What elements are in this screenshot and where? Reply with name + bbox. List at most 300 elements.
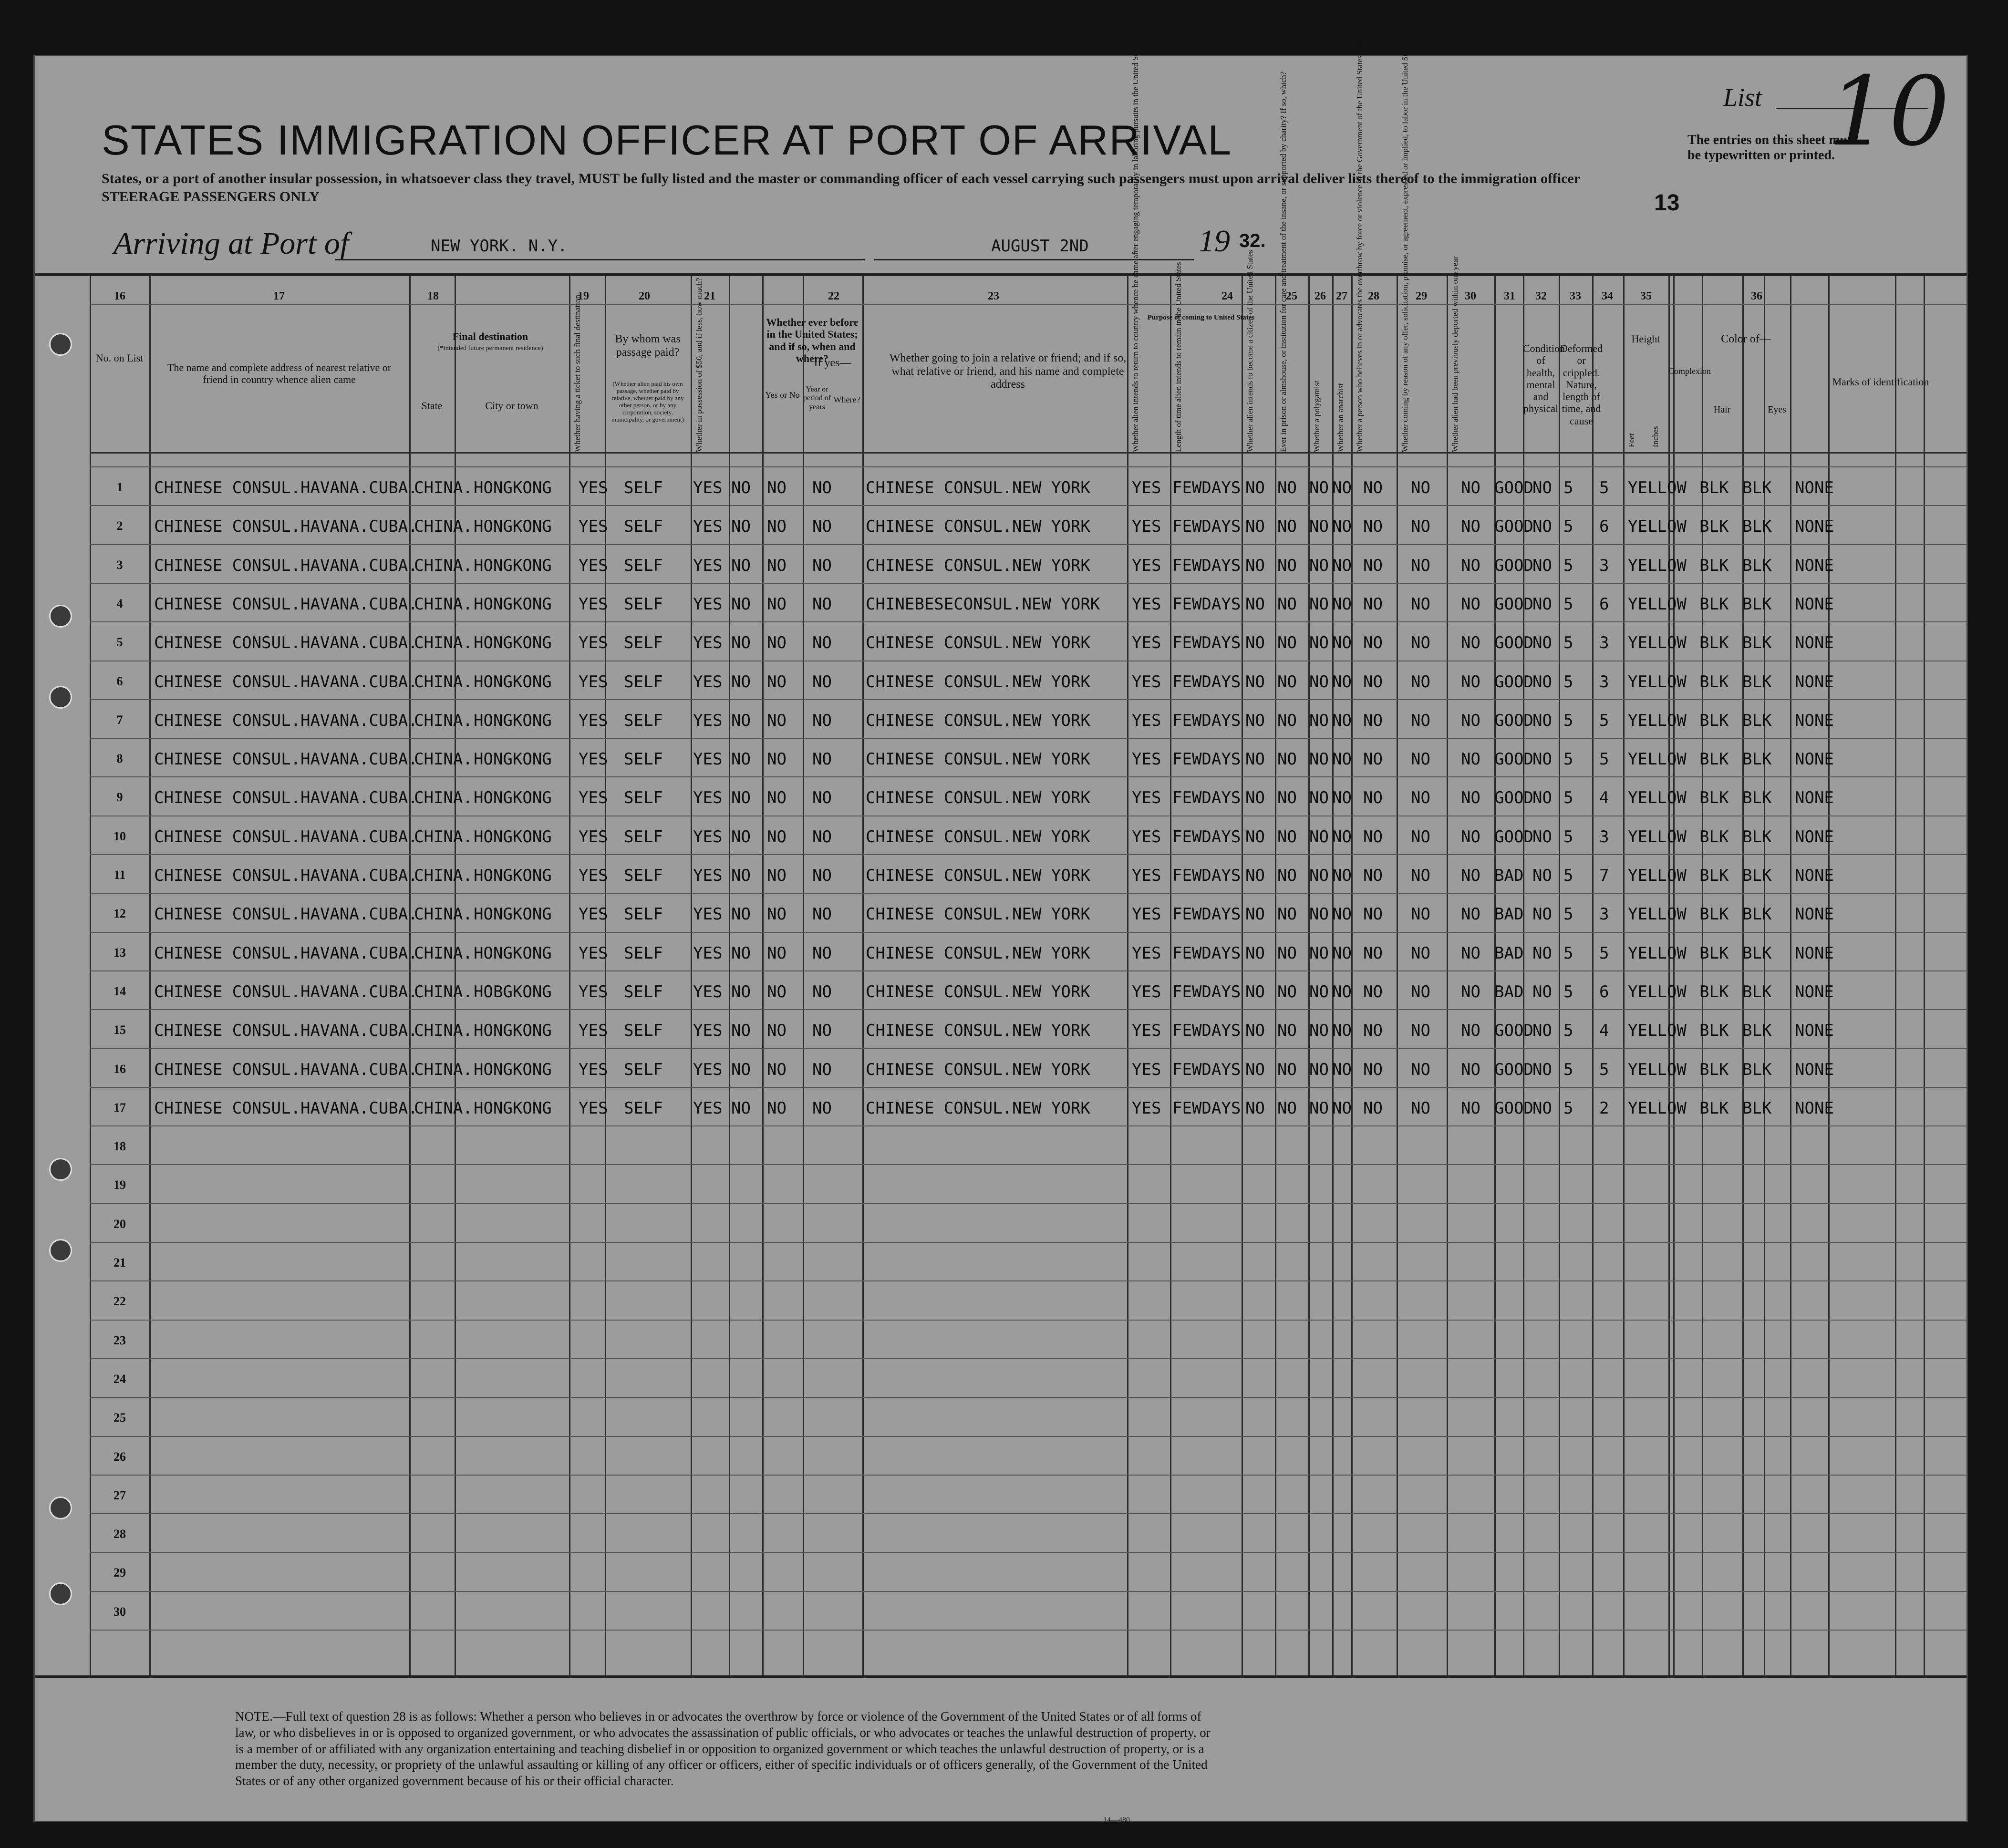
- cell-p1: YES: [1132, 827, 1161, 847]
- cell-anarch: NO: [1332, 788, 1352, 807]
- column-rule: [90, 276, 91, 1675]
- vheader-purpose-citizen: Whether alien intends to become a citizen of the United States: [1245, 250, 1254, 452]
- cell-polyg: NO: [1309, 982, 1329, 1001]
- cell-p1: YES: [1132, 1099, 1161, 1118]
- cell-deported: NO: [1461, 711, 1480, 730]
- cell-state: CHINA.: [414, 711, 473, 730]
- header-rule-bottom: [90, 452, 1967, 454]
- cell-marks: NONE: [1795, 672, 1834, 692]
- cell-state: CHINA.: [414, 905, 473, 924]
- cell-polyg: NO: [1309, 1021, 1329, 1040]
- column-number: 19: [578, 290, 589, 302]
- row-number: 2: [116, 519, 123, 533]
- cell-polyg: NO: [1309, 866, 1329, 885]
- cell-money: YES: [693, 750, 723, 769]
- cell-deported: NO: [1461, 750, 1480, 769]
- cell-eyes: BLK: [1742, 672, 1772, 692]
- cell-state: CHINA.: [414, 556, 473, 575]
- cell-years: NO: [767, 982, 787, 1001]
- cell-before: NO: [731, 866, 751, 885]
- cell-where: NO: [812, 750, 832, 769]
- cell-inches: 7: [1599, 866, 1609, 885]
- row-number: 12: [114, 907, 126, 920]
- cell-eyes: BLK: [1742, 827, 1772, 847]
- column-rule: [1895, 276, 1896, 1675]
- cell-complexion: YELLOW: [1628, 1099, 1687, 1118]
- column-number: 16: [114, 290, 125, 302]
- cell-city: HONGKONG: [474, 1099, 552, 1118]
- cell-before: NO: [731, 944, 751, 963]
- cell-overthrow: NO: [1363, 1099, 1383, 1118]
- row-number: 24: [114, 1372, 126, 1386]
- cell-ticket: YES: [579, 982, 608, 1001]
- cell-complexion: YELLOW: [1628, 633, 1687, 652]
- cell-deformed: NO: [1532, 1021, 1552, 1040]
- column-number: 20: [639, 290, 650, 302]
- cell-polyg: NO: [1309, 517, 1329, 536]
- cell-paid: SELF: [624, 1060, 663, 1079]
- row-number: 3: [116, 558, 123, 572]
- row-number: 10: [114, 829, 126, 843]
- cell-health: GOOD: [1494, 672, 1533, 692]
- cell-hair: BLK: [1699, 711, 1729, 730]
- column-rule: [1790, 276, 1791, 1675]
- cell-before: NO: [731, 556, 751, 575]
- cell-years: NO: [767, 827, 787, 847]
- column-rule: [862, 276, 864, 1675]
- cell-relative: CHINESE CONSUL.HAVANA.CUBA.: [154, 788, 418, 807]
- row-rule: [90, 970, 1967, 971]
- cell-money: YES: [693, 556, 723, 575]
- cell-relative: CHINESE CONSUL.HAVANA.CUBA.: [154, 905, 418, 924]
- cell-feet: 5: [1563, 633, 1573, 652]
- cell-before: NO: [731, 478, 751, 497]
- column-number: 25: [1286, 290, 1297, 302]
- cell-feet: 5: [1563, 866, 1573, 885]
- row-number: 29: [114, 1566, 126, 1580]
- cell-feet: 5: [1563, 1060, 1573, 1079]
- cell-health: GOOD: [1494, 517, 1533, 536]
- cell-health: GOOD: [1494, 556, 1533, 575]
- cell-where: NO: [812, 866, 832, 885]
- steerage-label: STEERAGE PASSENGERS ONLY: [102, 189, 320, 205]
- column-number: 34: [1602, 290, 1613, 302]
- cell-p2: FEWDAYS: [1172, 1099, 1241, 1118]
- cell-anarch: NO: [1332, 711, 1352, 730]
- cell-eyes: BLK: [1742, 556, 1772, 575]
- cell-overthrow: NO: [1363, 711, 1383, 730]
- header-no-on-list: No. on List: [95, 352, 144, 364]
- cell-feet: 5: [1563, 672, 1573, 692]
- cell-labor: NO: [1411, 595, 1430, 614]
- row-rule: [90, 1048, 1967, 1049]
- year-prefix: 19: [1199, 224, 1230, 258]
- cell-marks: NONE: [1795, 750, 1834, 769]
- cell-health: GOOD: [1494, 595, 1533, 614]
- cell-eyes: BLK: [1742, 750, 1772, 769]
- cell-paid: SELF: [624, 827, 663, 847]
- form-title: STATES IMMIGRATION OFFICER AT PORT OF ARRIVAL: [102, 116, 1232, 164]
- list-number: 10: [1828, 56, 1950, 167]
- cell-p1: YES: [1132, 517, 1161, 536]
- cell-hair: BLK: [1699, 1099, 1729, 1118]
- cell-paid: SELF: [624, 905, 663, 924]
- cell-prison: NO: [1277, 478, 1297, 497]
- row-number: 25: [114, 1411, 126, 1425]
- cell-complexion: YELLOW: [1628, 827, 1687, 847]
- binder-hole: [49, 1158, 72, 1181]
- cell-p3: NO: [1245, 711, 1265, 730]
- row-rule: [90, 1125, 1967, 1126]
- row-number: 20: [114, 1217, 126, 1231]
- column-rule: [1170, 276, 1171, 1675]
- cell-years: NO: [767, 750, 787, 769]
- cell-hair: BLK: [1699, 633, 1729, 652]
- row-rule: [90, 1358, 1967, 1359]
- cell-p2: FEWDAYS: [1172, 827, 1241, 847]
- cell-prison: NO: [1277, 944, 1297, 963]
- row-number: 1: [116, 480, 123, 494]
- cell-feet: 5: [1563, 556, 1573, 575]
- cell-marks: NONE: [1795, 788, 1834, 807]
- cell-state: CHINA.: [414, 982, 473, 1001]
- cell-complexion: YELLOW: [1628, 595, 1687, 614]
- cell-p3: NO: [1245, 595, 1265, 614]
- cell-where: NO: [812, 827, 832, 847]
- cell-ticket: YES: [579, 672, 608, 692]
- cell-money: YES: [693, 1021, 723, 1040]
- cell-state: CHINA.: [414, 1021, 473, 1040]
- cell-inches: 2: [1599, 1099, 1609, 1118]
- cell-prison: NO: [1277, 1060, 1297, 1079]
- cell-state: CHINA.: [414, 517, 473, 536]
- column-rule: [729, 276, 730, 1675]
- cell-hair: BLK: [1699, 905, 1729, 924]
- cell-years: NO: [767, 478, 787, 497]
- header-yes-no: Yes or No: [765, 390, 800, 400]
- cell-where: NO: [812, 556, 832, 575]
- cell-health: GOOD: [1494, 633, 1533, 652]
- header-year-period: Year or period of years: [803, 385, 831, 411]
- cell-deformed: NO: [1532, 866, 1552, 885]
- cell-years: NO: [767, 788, 787, 807]
- cell-joining: CHINESE CONSUL.NEW YORK: [866, 827, 1090, 847]
- cell-prison: NO: [1277, 711, 1297, 730]
- row-number: 5: [116, 635, 123, 649]
- cell-relative: CHINESE CONSUL.HAVANA.CUBA.: [154, 556, 418, 575]
- column-rule: [1924, 276, 1925, 1675]
- vheader-ticket: Whether having a ticket to such final destination: [573, 295, 582, 452]
- cell-joining: CHINESE CONSUL.NEW YORK: [866, 1099, 1090, 1118]
- cell-city: HONGKONG: [474, 1021, 552, 1040]
- cell-state: CHINA.: [414, 672, 473, 692]
- cell-deformed: NO: [1532, 711, 1552, 730]
- cell-p1: YES: [1132, 478, 1161, 497]
- cell-hair: BLK: [1699, 672, 1729, 692]
- cell-labor: NO: [1411, 517, 1430, 536]
- vheader-anarchist: Whether an anarchist: [1336, 383, 1345, 452]
- row-rule: [90, 1475, 1967, 1476]
- port-underline: [335, 259, 865, 260]
- cell-labor: NO: [1411, 905, 1430, 924]
- cell-polyg: NO: [1309, 478, 1329, 497]
- header-condition: Condition of health, mental and physical: [1523, 342, 1565, 415]
- cell-where: NO: [812, 711, 832, 730]
- row-rule: [90, 1513, 1967, 1514]
- cell-before: NO: [731, 595, 751, 614]
- cell-hair: BLK: [1699, 1021, 1729, 1040]
- cell-marks: NONE: [1795, 711, 1834, 730]
- cell-inches: 6: [1599, 517, 1609, 536]
- cell-overthrow: NO: [1363, 556, 1383, 575]
- row-rule: [90, 854, 1967, 855]
- cell-where: NO: [812, 478, 832, 497]
- cell-before: NO: [731, 1060, 751, 1079]
- cell-deported: NO: [1461, 633, 1480, 652]
- cell-paid: SELF: [624, 672, 663, 692]
- cell-joining: CHINESE CONSUL.NEW YORK: [866, 517, 1090, 536]
- binder-hole: [49, 686, 72, 709]
- cell-paid: SELF: [624, 595, 663, 614]
- cell-feet: 5: [1563, 711, 1573, 730]
- column-rule: [1559, 276, 1560, 1675]
- cell-deported: NO: [1461, 982, 1480, 1001]
- cell-complexion: YELLOW: [1628, 944, 1687, 963]
- cell-anarch: NO: [1332, 1099, 1352, 1118]
- cell-polyg: NO: [1309, 672, 1329, 692]
- cell-city: HONGKONG: [474, 866, 552, 885]
- cell-complexion: YELLOW: [1628, 478, 1687, 497]
- cell-prison: NO: [1277, 1099, 1297, 1118]
- column-rule: [1275, 276, 1276, 1675]
- row-number: 18: [114, 1139, 126, 1153]
- cell-where: NO: [812, 944, 832, 963]
- cell-hair: BLK: [1699, 788, 1729, 807]
- cell-eyes: BLK: [1742, 633, 1772, 652]
- cell-overthrow: NO: [1363, 827, 1383, 847]
- cell-hair: BLK: [1699, 1060, 1729, 1079]
- cell-marks: NONE: [1795, 517, 1834, 536]
- cell-joining: CHINESE CONSUL.NEW YORK: [866, 750, 1090, 769]
- cell-p2: FEWDAYS: [1172, 517, 1241, 536]
- cell-deported: NO: [1461, 1021, 1480, 1040]
- cell-years: NO: [767, 866, 787, 885]
- column-number: 21: [704, 290, 715, 302]
- column-number: 35: [1640, 290, 1652, 302]
- cell-p2: FEWDAYS: [1172, 982, 1241, 1001]
- vheader-inches: Inches: [1651, 426, 1660, 447]
- form-number: 14—480: [1103, 1816, 1130, 1824]
- cell-feet: 5: [1563, 750, 1573, 769]
- year-suffix: 32.: [1239, 230, 1266, 251]
- cell-before: NO: [731, 1021, 751, 1040]
- cell-health: BAD: [1494, 944, 1524, 963]
- column-rule: [1592, 276, 1594, 1675]
- cell-anarch: NO: [1332, 595, 1352, 614]
- cell-p3: NO: [1245, 982, 1265, 1001]
- cell-p3: NO: [1245, 905, 1265, 924]
- cell-deported: NO: [1461, 556, 1480, 575]
- row-number: 8: [116, 752, 123, 765]
- row-number: 17: [114, 1101, 126, 1115]
- cell-money: YES: [693, 711, 723, 730]
- header-joining: Whether going to join a relative or friend; and if so, what relative or friend, and his name and complete address: [889, 352, 1127, 391]
- vheader-money: Whether in possession of $50, and if less, how much?: [694, 278, 704, 452]
- cell-p3: NO: [1245, 866, 1265, 885]
- column-number: 26: [1315, 290, 1326, 302]
- row-rule: [90, 738, 1967, 739]
- cell-ticket: YES: [579, 827, 608, 847]
- cell-deformed: NO: [1532, 672, 1552, 692]
- cell-marks: NONE: [1795, 556, 1834, 575]
- header-deformed: Deformed or crippled. Nature, length of time, and cause: [1560, 342, 1603, 427]
- column-number: 33: [1570, 290, 1581, 302]
- cell-hair: BLK: [1699, 517, 1729, 536]
- cell-anarch: NO: [1332, 982, 1352, 1001]
- cell-money: YES: [693, 595, 723, 614]
- cell-city: HONGKONG: [474, 944, 552, 963]
- cell-deported: NO: [1461, 672, 1480, 692]
- cell-p3: NO: [1245, 1021, 1265, 1040]
- cell-relative: CHINESE CONSUL.HAVANA.CUBA.: [154, 478, 418, 497]
- cell-feet: 5: [1563, 1099, 1573, 1118]
- cell-anarch: NO: [1332, 517, 1352, 536]
- cell-city: HONGKONG: [474, 1060, 552, 1079]
- vheader-labor: Whether coming by reason of any offer, solicitation, promise, or agreement, expressed or implied, to labor in the United States: [1400, 41, 1409, 452]
- column-number: 24: [1221, 290, 1233, 302]
- cell-overthrow: NO: [1363, 517, 1383, 536]
- cell-overthrow: NO: [1363, 866, 1383, 885]
- cell-relative: CHINESE CONSUL.HAVANA.CUBA.: [154, 750, 418, 769]
- row-number: 4: [116, 597, 123, 610]
- typewritten-note-2: be typewritten or printed.: [1687, 148, 1835, 163]
- cell-where: NO: [812, 633, 832, 652]
- column-rule: [569, 276, 570, 1675]
- cell-deformed: NO: [1532, 1099, 1552, 1118]
- cell-city: HONGKONG: [474, 750, 552, 769]
- cell-paid: SELF: [624, 1021, 663, 1040]
- cell-relative: CHINESE CONSUL.HAVANA.CUBA.: [154, 982, 418, 1001]
- cell-anarch: NO: [1332, 1060, 1352, 1079]
- cell-money: YES: [693, 517, 723, 536]
- row-rule: [90, 1397, 1967, 1398]
- cell-city: HONGKONG: [474, 595, 552, 614]
- cell-complexion: YELLOW: [1628, 711, 1687, 730]
- cell-paid: SELF: [624, 478, 663, 497]
- cell-paid: SELF: [624, 556, 663, 575]
- column-number: 22: [828, 290, 839, 302]
- column-rule: [1397, 276, 1398, 1675]
- cell-anarch: NO: [1332, 1021, 1352, 1040]
- row-number: 11: [114, 868, 126, 882]
- cell-complexion: YELLOW: [1628, 556, 1687, 575]
- cell-before: NO: [731, 672, 751, 692]
- cell-p1: YES: [1132, 633, 1161, 652]
- cell-health: GOOD: [1494, 711, 1533, 730]
- column-rule: [803, 276, 804, 1675]
- cell-ticket: YES: [579, 478, 608, 497]
- cell-marks: NONE: [1795, 1099, 1834, 1118]
- cell-paid: SELF: [624, 517, 663, 536]
- cell-money: YES: [693, 866, 723, 885]
- column-number: 28: [1368, 290, 1379, 302]
- cell-where: NO: [812, 517, 832, 536]
- row-number: 9: [116, 790, 123, 804]
- vheader-polygamist: Whether a polygamist: [1312, 380, 1321, 452]
- cell-overthrow: NO: [1363, 1021, 1383, 1040]
- cell-health: GOOD: [1494, 827, 1533, 847]
- cell-eyes: BLK: [1742, 905, 1772, 924]
- cell-labor: NO: [1411, 944, 1430, 963]
- cell-inches: 3: [1599, 633, 1609, 652]
- cell-before: NO: [731, 827, 751, 847]
- cell-deported: NO: [1461, 517, 1480, 536]
- cell-p2: FEWDAYS: [1172, 866, 1241, 885]
- row-rule: [90, 1591, 1967, 1592]
- cell-deported: NO: [1461, 595, 1480, 614]
- cell-deformed: NO: [1532, 595, 1552, 614]
- cell-money: YES: [693, 944, 723, 963]
- cell-state: CHINA.: [414, 750, 473, 769]
- cell-marks: NONE: [1795, 478, 1834, 497]
- cell-hair: BLK: [1699, 478, 1729, 497]
- header-nearest-relative: The name and complete address of nearest relative or friend in country whence alien came: [167, 361, 392, 386]
- cell-ticket: YES: [579, 1060, 608, 1079]
- cell-where: NO: [812, 1021, 832, 1040]
- cell-before: NO: [731, 517, 751, 536]
- cell-hair: BLK: [1699, 944, 1729, 963]
- cell-feet: 5: [1563, 944, 1573, 963]
- row-rule: [90, 1630, 1967, 1631]
- header-where: Where?: [833, 395, 860, 404]
- cell-inches: 5: [1599, 1060, 1609, 1079]
- cell-health: GOOD: [1494, 478, 1533, 497]
- row-number: 30: [114, 1605, 126, 1619]
- cell-paid: SELF: [624, 711, 663, 730]
- cell-inches: 3: [1599, 905, 1609, 924]
- column-number: 18: [427, 290, 439, 302]
- cell-state: CHINA.: [414, 944, 473, 963]
- cell-eyes: BLK: [1742, 1021, 1772, 1040]
- cell-p2: FEWDAYS: [1172, 1021, 1241, 1040]
- cell-p2: FEWDAYS: [1172, 595, 1241, 614]
- cell-years: NO: [767, 517, 787, 536]
- cell-city: HONGKONG: [474, 905, 552, 924]
- cell-ticket: YES: [579, 788, 608, 807]
- vheader-prison: Ever in prison or almshouse, or institution for care and treatment of the insane, or supported by charity? If so, which?: [1279, 71, 1288, 452]
- cell-ticket: YES: [579, 1021, 608, 1040]
- cell-years: NO: [767, 1021, 787, 1040]
- cell-where: NO: [812, 982, 832, 1001]
- instruction-line: States, or a port of another insular possession, in whatsoever class they travel, MUST be fully listed and the master or commanding officer of each vessel carrying such passengers must upon arrival deliver lists thereof to the immigration officer: [102, 171, 1581, 186]
- cell-p1: YES: [1132, 556, 1161, 575]
- cell-inches: 5: [1599, 711, 1609, 730]
- cell-prison: NO: [1277, 517, 1297, 536]
- cell-overthrow: NO: [1363, 478, 1383, 497]
- cell-labor: NO: [1411, 982, 1430, 1001]
- cell-marks: NONE: [1795, 827, 1834, 847]
- row-number: 23: [114, 1333, 126, 1347]
- cell-inches: 6: [1599, 982, 1609, 1001]
- column-number: 31: [1504, 290, 1515, 302]
- cell-deformed: NO: [1532, 750, 1552, 769]
- header-eyes: Eyes: [1768, 404, 1786, 415]
- cell-anarch: NO: [1332, 750, 1352, 769]
- cell-relative: CHINESE CONSUL.HAVANA.CUBA.: [154, 827, 418, 847]
- cell-prison: NO: [1277, 905, 1297, 924]
- cell-ticket: YES: [579, 595, 608, 614]
- cell-years: NO: [767, 944, 787, 963]
